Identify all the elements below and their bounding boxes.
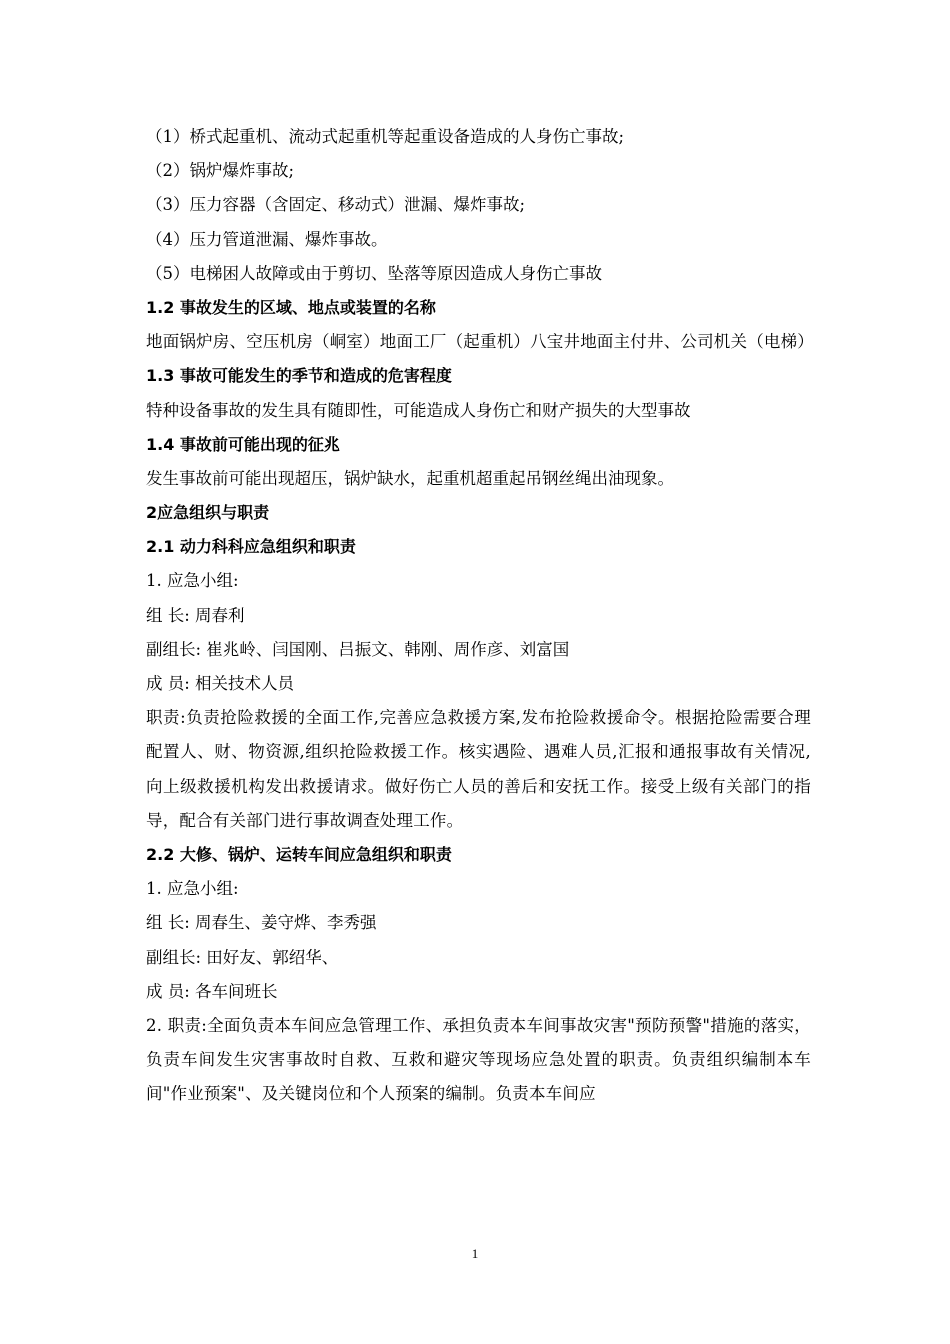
list-item: （1）桥式起重机、流动式起重机等起重设备造成的人身伤亡事故;: [146, 127, 625, 146]
section-heading-1-3: 1.3 事故可能发生的季节和造成的危害程度: [146, 366, 452, 386]
section-heading-1-2: 1.2 事故发生的区域、地点或装置的名称: [146, 297, 436, 317]
section-text-1-4: 发生事故前可能出现超压，锅炉缺水，起重机超重起吊钢丝绳出油现象。: [146, 468, 674, 488]
group-leader: 组 长: 周春利: [146, 605, 245, 625]
group-label: 1. 应急小组:: [146, 879, 239, 899]
group-deputy: 副组长: 田好友、郭绍华、: [146, 947, 339, 967]
duty-paragraph: 2. 职责:全面负责本车间应急管理工作、承担负责本车间事故灾害"预防预警"措施的落实，负责车间发生灾害事故时自救、互救和避灾等现场应急处置的职责。负责组织编制本车间"作业预案"、及关键岗位和个人预案的编制。负责本车间应: [146, 1015, 811, 1104]
duty-paragraph: 职责:负责抢险救援的全面工作,完善应急救援方案,发布抢险救援命令。根据抢险需要合理配置人、财、物资源,组织抢险救援工作。核实遇险、遇难人员,汇报和通报事故有关情况,向上级救援机构发出救援请求。做好伤亡人员的善后和安抚工作。接受上级有关部门的指导，配合有关部门进行事故调查处理工作。: [146, 708, 811, 830]
group-leader: 组 长: 周春生、姜守烨、李秀强: [146, 913, 377, 933]
group-label: 1. 应急小组:: [146, 571, 239, 591]
page-number: 1: [471, 1246, 479, 1261]
group-members: 成 员: 各车间班长: [146, 981, 278, 1001]
section-text-1-3: 特种设备事故的发生具有随即性，可能造成人身伤亡和财产损失的大型事故: [146, 400, 691, 420]
list-item: （2）锅炉爆炸事故;: [146, 161, 295, 181]
section-text-1-2: 地面锅炉房、空压机房（峒室）地面工厂（起重机）八宝井地面主付井、公司机关（电梯）: [146, 332, 814, 352]
section-heading-2: 2应急组织与职责: [146, 503, 270, 523]
group-deputy: 副组长: 崔兆岭、闫国刚、吕振文、韩刚、周作彦、刘富国: [146, 639, 570, 659]
document-body: [146, 120, 814, 1112]
section-heading-1-4: 1.4 事故前可能出现的征兆: [146, 434, 340, 454]
list-item: （5）电梯困人故障或由于剪切、坠落等原因造成人身伤亡事故: [146, 263, 602, 283]
list-item: （4）压力管道泄漏、爆炸事故。: [146, 229, 388, 249]
section-heading-2-1: 2.1 动力科科应急组织和职责: [146, 537, 356, 557]
list-item: （3）压力容器（含固定、移动式）泄漏、爆炸事故;: [146, 195, 526, 215]
group-members: 成 员: 相关技术人员: [146, 674, 295, 694]
section-heading-2-2: 2.2 大修、锅炉、运转车间应急组织和职责: [146, 845, 452, 865]
